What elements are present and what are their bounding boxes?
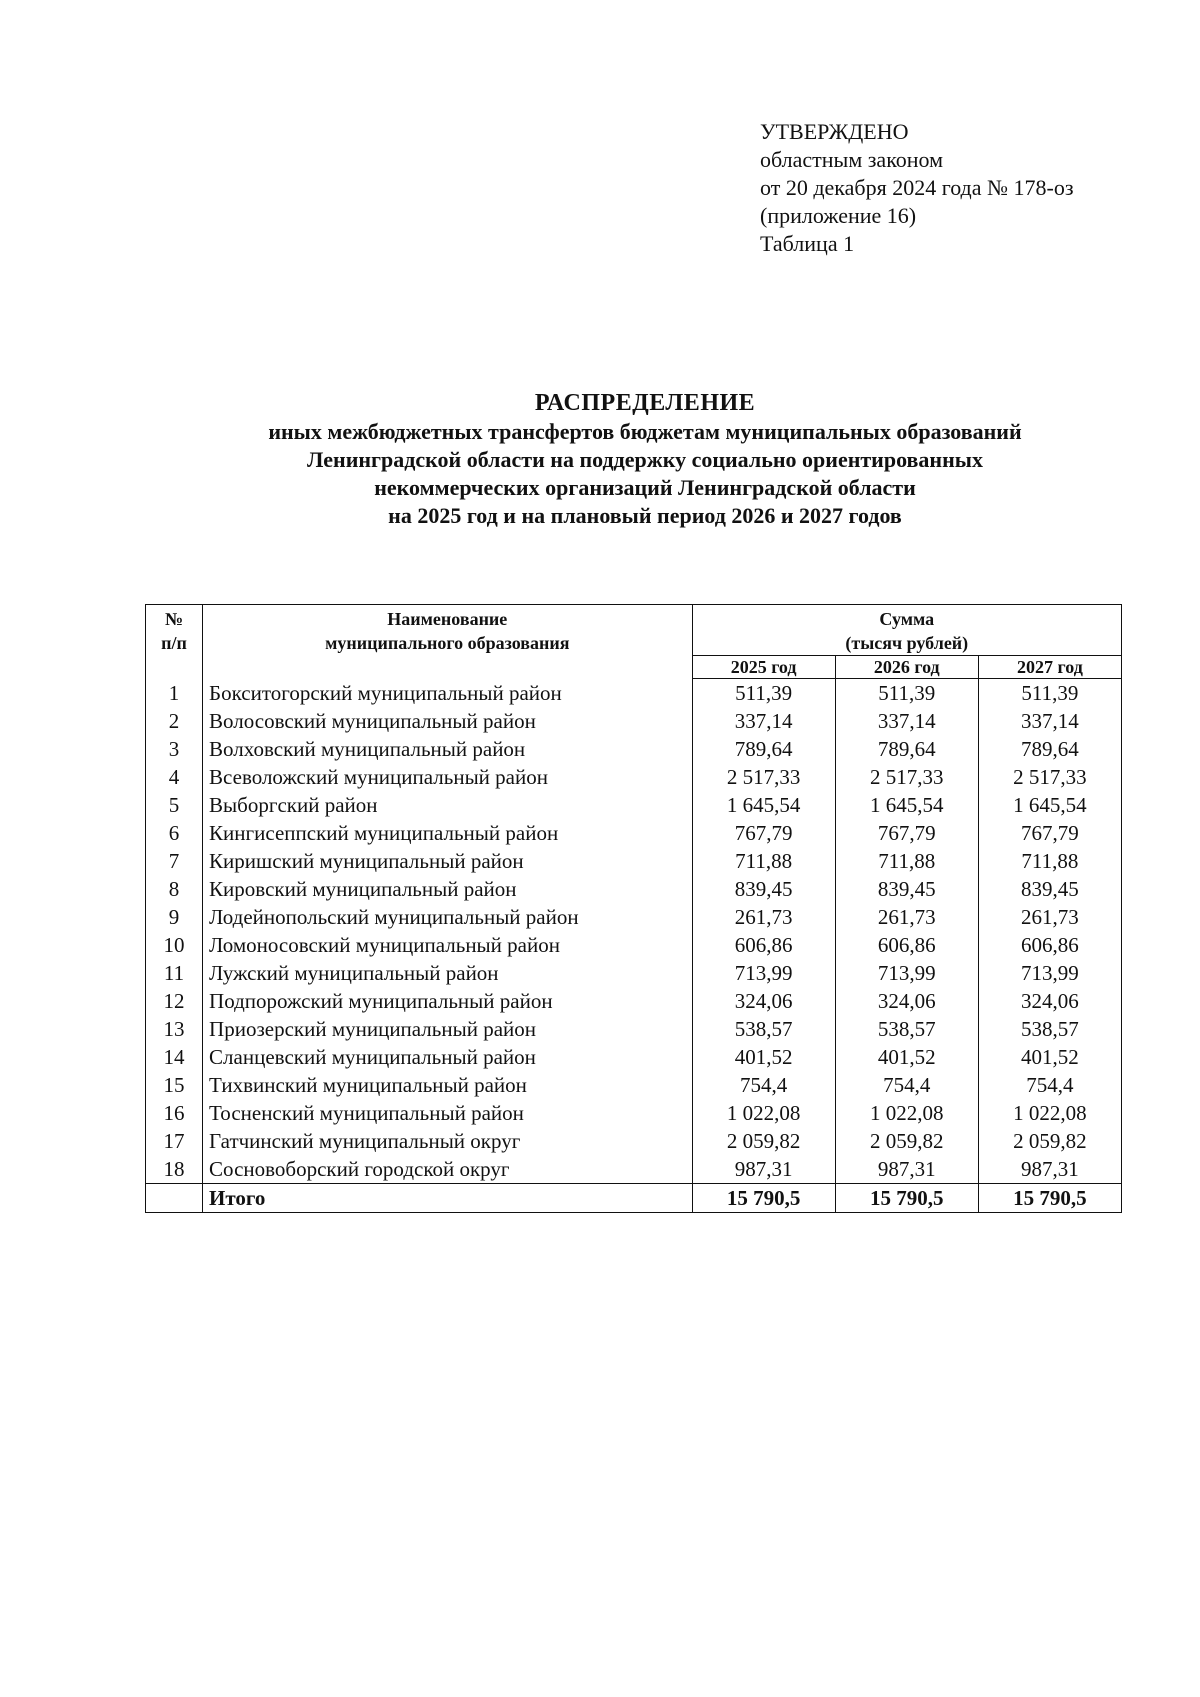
table-row	[146, 875, 1122, 903]
table-row	[146, 903, 1122, 931]
municipality-name: Кингисеппский муниципальный район	[203, 819, 693, 847]
value-2025: 511,39	[692, 679, 835, 708]
header-year-2027: 2027 год	[978, 656, 1121, 679]
value-2027: 987,31	[978, 1155, 1121, 1184]
municipality-name: Киришский муниципальный район	[203, 847, 693, 875]
value-2025: 839,45	[692, 875, 835, 903]
table-row	[146, 679, 1122, 708]
row-number: 7	[146, 847, 203, 875]
municipality-name: Сосновоборский городской округ	[203, 1155, 693, 1184]
value-2025: 261,73	[692, 903, 835, 931]
municipality-name: Подпорожский муниципальный район	[203, 987, 693, 1015]
value-2026: 2 059,82	[835, 1127, 978, 1155]
value-2025: 767,79	[692, 819, 835, 847]
value-2027: 713,99	[978, 959, 1121, 987]
table-row	[146, 1155, 1122, 1184]
value-2027: 789,64	[978, 735, 1121, 763]
header-name	[203, 605, 693, 679]
municipality-name: Гатчинский муниципальный округ	[203, 1127, 693, 1155]
row-number: 12	[146, 987, 203, 1015]
header-name-line-2: муниципального образования	[325, 633, 570, 653]
table-row	[146, 763, 1122, 791]
value-2026: 754,4	[835, 1071, 978, 1099]
municipality-name: Бокситогорский муниципальный район	[203, 679, 693, 708]
value-2027: 839,45	[978, 875, 1121, 903]
value-2026: 767,79	[835, 819, 978, 847]
municipality-name: Ломоносовский муниципальный район	[203, 931, 693, 959]
value-2025: 2 059,82	[692, 1127, 835, 1155]
approval-table-number: Таблица 1	[760, 231, 855, 256]
value-2026: 324,06	[835, 987, 978, 1015]
row-number: 17	[146, 1127, 203, 1155]
municipality-name: Приозерский муниципальный район	[203, 1015, 693, 1043]
table-row	[146, 987, 1122, 1015]
value-2026: 538,57	[835, 1015, 978, 1043]
municipality-name: Тосненский муниципальный район	[203, 1099, 693, 1127]
value-2025: 987,31	[692, 1155, 835, 1184]
table-row	[146, 791, 1122, 819]
value-2025: 324,06	[692, 987, 835, 1015]
total-2026: 15 790,5	[835, 1184, 978, 1213]
municipality-name: Всеволожский муниципальный район	[203, 763, 693, 791]
header-year-2026: 2026 год	[835, 656, 978, 679]
value-2026: 789,64	[835, 735, 978, 763]
table-row	[146, 1099, 1122, 1127]
municipality-name: Тихвинский муниципальный район	[203, 1071, 693, 1099]
row-number: 11	[146, 959, 203, 987]
header-sum-line-1: Сумма	[879, 609, 935, 629]
value-2027: 538,57	[978, 1015, 1121, 1043]
value-2026: 711,88	[835, 847, 978, 875]
row-number: 9	[146, 903, 203, 931]
value-2027: 2 517,33	[978, 763, 1121, 791]
row-number: 15	[146, 1071, 203, 1099]
value-2027: 401,52	[978, 1043, 1121, 1071]
value-2026: 401,52	[835, 1043, 978, 1071]
title-line-4: на 2025 год и на плановый период 2026 и 2027 годов	[388, 503, 902, 528]
row-number: 3	[146, 735, 203, 763]
row-number: 4	[146, 763, 203, 791]
municipality-name: Лужский муниципальный район	[203, 959, 693, 987]
header-year-2025: 2025 год	[692, 656, 835, 679]
title-line-2: Ленинградской области на поддержку социально ориентированных	[307, 447, 983, 472]
row-number: 5	[146, 791, 203, 819]
value-2026: 1 022,08	[835, 1099, 978, 1127]
value-2027: 337,14	[978, 707, 1121, 735]
title-line-3: некоммерческих организаций Ленинградской области	[374, 475, 916, 500]
value-2025: 538,57	[692, 1015, 835, 1043]
total-2027: 15 790,5	[978, 1184, 1121, 1213]
value-2025: 754,4	[692, 1071, 835, 1099]
value-2026: 337,14	[835, 707, 978, 735]
value-2027: 754,4	[978, 1071, 1121, 1099]
approval-authority: областным законом	[760, 147, 944, 172]
value-2025: 606,86	[692, 931, 835, 959]
value-2025: 2 517,33	[692, 763, 835, 791]
total-label: Итого	[203, 1184, 693, 1213]
header-number-symbol: №	[164, 609, 184, 629]
approval-date-number: от 20 декабря 2024 года № 178-оз	[760, 175, 1074, 200]
value-2025: 789,64	[692, 735, 835, 763]
title-main: РАСПРЕДЕЛЕНИЕ	[534, 390, 756, 416]
municipality-name: Выборгский район	[203, 791, 693, 819]
distribution-table	[145, 604, 1122, 1213]
value-2027: 606,86	[978, 931, 1121, 959]
value-2026: 511,39	[835, 679, 978, 708]
municipality-name: Волосовский муниципальный район	[203, 707, 693, 735]
table-row	[146, 819, 1122, 847]
header-number-abbr: п/п	[161, 633, 187, 653]
value-2027: 1 645,54	[978, 791, 1121, 819]
row-number: 13	[146, 1015, 203, 1043]
table-row	[146, 847, 1122, 875]
table-row	[146, 931, 1122, 959]
title-line-1: иных межбюджетных трансфертов бюджетам муниципальных образований	[268, 419, 1022, 444]
value-2027: 511,39	[978, 679, 1121, 708]
value-2025: 1 645,54	[692, 791, 835, 819]
table-row	[146, 707, 1122, 735]
value-2026: 2 517,33	[835, 763, 978, 791]
value-2026: 987,31	[835, 1155, 978, 1184]
value-2026: 713,99	[835, 959, 978, 987]
header-sum	[692, 605, 1121, 656]
municipality-name: Кировский муниципальный район	[203, 875, 693, 903]
row-number: 14	[146, 1043, 203, 1071]
value-2027: 2 059,82	[978, 1127, 1121, 1155]
table-row	[146, 1015, 1122, 1043]
value-2025: 401,52	[692, 1043, 835, 1071]
row-number: 1	[146, 679, 203, 708]
header-name-line-1: Наименование	[387, 609, 508, 629]
value-2027: 711,88	[978, 847, 1121, 875]
approval-appendix: (приложение 16)	[760, 203, 917, 228]
row-number: 16	[146, 1099, 203, 1127]
municipality-name: Волховский муниципальный район	[203, 735, 693, 763]
value-2025: 337,14	[692, 707, 835, 735]
value-2026: 839,45	[835, 875, 978, 903]
table-row	[146, 735, 1122, 763]
row-number: 10	[146, 931, 203, 959]
value-2025: 1 022,08	[692, 1099, 835, 1127]
value-2027: 1 022,08	[978, 1099, 1121, 1127]
total-row	[146, 1184, 1122, 1213]
municipality-name: Сланцевский муниципальный район	[203, 1043, 693, 1071]
value-2025: 711,88	[692, 847, 835, 875]
row-number: 18	[146, 1155, 203, 1184]
value-2027: 767,79	[978, 819, 1121, 847]
row-number: 8	[146, 875, 203, 903]
total-number-cell	[146, 1184, 203, 1213]
total-2025: 15 790,5	[692, 1184, 835, 1213]
table-row	[146, 1127, 1122, 1155]
table-row	[146, 1071, 1122, 1099]
header-sum-line-2: (тысяч рублей)	[845, 633, 969, 653]
value-2027: 261,73	[978, 903, 1121, 931]
value-2027: 324,06	[978, 987, 1121, 1015]
approval-stamp	[760, 118, 1074, 258]
value-2026: 261,73	[835, 903, 978, 931]
value-2025: 713,99	[692, 959, 835, 987]
value-2026: 1 645,54	[835, 791, 978, 819]
approval-heading: УТВЕРЖДЕНО	[760, 119, 909, 144]
document-title	[0, 388, 1200, 530]
table-body	[146, 679, 1122, 1184]
row-number: 6	[146, 819, 203, 847]
row-number: 2	[146, 707, 203, 735]
table-row	[146, 959, 1122, 987]
municipality-name: Лодейнопольский муниципальный район	[203, 903, 693, 931]
value-2026: 606,86	[835, 931, 978, 959]
table-row	[146, 1043, 1122, 1071]
header-number	[146, 605, 203, 679]
